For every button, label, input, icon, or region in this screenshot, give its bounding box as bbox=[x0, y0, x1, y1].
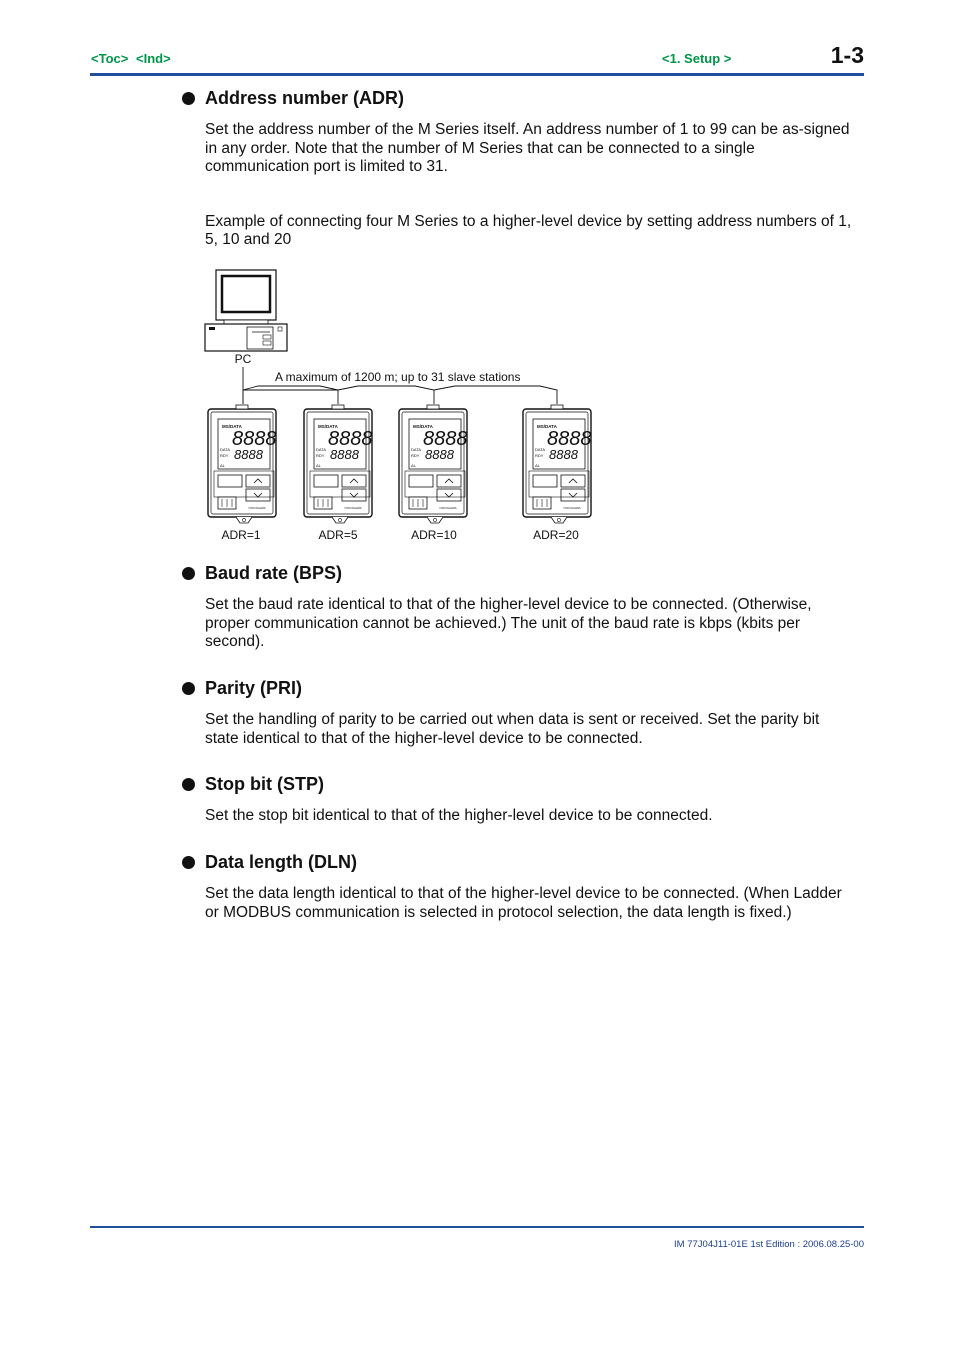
document-id: IM 77J04J11-01E 1st Edition : 2006.08.25-00 bbox=[674, 1239, 864, 1250]
svg-text:YOKOGAWA: YOKOGAWA bbox=[439, 506, 457, 510]
svg-text:MS/DATA: MS/DATA bbox=[318, 424, 338, 429]
header-rule bbox=[90, 73, 864, 76]
bullet-icon bbox=[182, 92, 195, 105]
svg-text:DATA: DATA bbox=[316, 447, 327, 452]
svg-text:8888: 8888 bbox=[330, 447, 359, 462]
svg-text:DATA: DATA bbox=[535, 447, 546, 452]
svg-text:8888: 8888 bbox=[425, 447, 454, 462]
address-label: ADR=1 bbox=[221, 528, 261, 542]
index-link[interactable]: <Ind> bbox=[136, 51, 171, 66]
bullet-icon bbox=[182, 778, 195, 791]
heading-text: Baud rate (BPS) bbox=[205, 563, 343, 583]
section-data-length bbox=[182, 852, 862, 922]
svg-text:8888: 8888 bbox=[547, 428, 592, 450]
svg-text:RDY: RDY bbox=[220, 453, 229, 458]
svg-text:AL: AL bbox=[220, 463, 225, 468]
svg-text:YOKOGAWA: YOKOGAWA bbox=[563, 506, 581, 510]
controller-unit bbox=[523, 405, 592, 523]
paragraph: Set the handling of parity to be carried out when data is sent or received. Set the parity bit state identical to that of the higher-level device to be connected. bbox=[205, 711, 820, 747]
chapter-link[interactable]: <1. Setup > bbox=[662, 51, 732, 66]
address-label: ADR=5 bbox=[318, 528, 358, 542]
svg-text:MS/DATA: MS/DATA bbox=[222, 424, 242, 429]
section-parity bbox=[182, 678, 862, 748]
svg-text:MS/DATA: MS/DATA bbox=[413, 424, 433, 429]
svg-text:8888: 8888 bbox=[232, 428, 277, 450]
section-stop-bit bbox=[182, 774, 862, 826]
page-number: 1-3 bbox=[830, 42, 864, 68]
svg-text:YOKOGAWA: YOKOGAWA bbox=[248, 506, 266, 510]
pc-label: PC bbox=[234, 352, 252, 366]
bus-label: A maximum of 1200 m; up to 31 slave stations bbox=[275, 370, 521, 384]
heading-text: Address number (ADR) bbox=[205, 88, 405, 108]
heading-text: Parity (PRI) bbox=[205, 678, 303, 698]
svg-text:AL: AL bbox=[411, 463, 416, 468]
bullet-icon bbox=[182, 856, 195, 869]
svg-text:8888: 8888 bbox=[328, 428, 373, 450]
heading-text: Stop bit (STP) bbox=[205, 774, 324, 794]
controller-unit bbox=[304, 405, 373, 523]
svg-text:RDY: RDY bbox=[535, 453, 544, 458]
svg-text:RDY: RDY bbox=[316, 453, 325, 458]
svg-text:DATA: DATA bbox=[220, 447, 231, 452]
address-label: ADR=20 bbox=[533, 528, 579, 542]
controller-unit bbox=[208, 405, 277, 523]
paragraph: Set the stop bit identical to that of the higher-level device to be connected. bbox=[205, 807, 713, 824]
section-heading bbox=[182, 88, 862, 109]
svg-text:MS/DATA: MS/DATA bbox=[537, 424, 557, 429]
svg-text:AL: AL bbox=[535, 463, 540, 468]
toc-link[interactable]: <Toc> bbox=[91, 51, 129, 66]
section-heading bbox=[182, 852, 862, 873]
bullet-icon bbox=[182, 567, 195, 580]
svg-text:RDY: RDY bbox=[411, 453, 420, 458]
section-baud-rate bbox=[182, 563, 862, 652]
address-label: ADR=10 bbox=[411, 528, 457, 542]
section-heading bbox=[182, 563, 862, 584]
pc-icon bbox=[205, 270, 287, 351]
svg-text:8888: 8888 bbox=[549, 447, 578, 462]
controller-unit bbox=[399, 405, 468, 523]
paragraph: Set the data length identical to that of the higher-level device to be connected. (When Ladder or MODBUS communication is selected in protocol selection, the data length is fixed.) bbox=[205, 885, 842, 921]
svg-text:DATA: DATA bbox=[411, 447, 422, 452]
section-address-number bbox=[182, 88, 862, 250]
section-heading bbox=[182, 774, 862, 795]
heading-text: Data length (DLN) bbox=[205, 852, 357, 872]
network-diagram bbox=[200, 262, 620, 552]
paragraph: Example of connecting four M Series to a higher-level device by setting address numbers of 1, 5, 10 and 20 bbox=[205, 212, 852, 248]
svg-text:YOKOGAWA: YOKOGAWA bbox=[344, 506, 362, 510]
svg-text:8888: 8888 bbox=[423, 428, 468, 450]
svg-text:AL: AL bbox=[316, 463, 321, 468]
section-heading bbox=[182, 678, 862, 699]
bullet-icon bbox=[182, 682, 195, 695]
footer-rule bbox=[90, 1226, 864, 1228]
svg-text:8888: 8888 bbox=[234, 447, 263, 462]
paragraph: Set the baud rate identical to that of the higher-level device to be connected. (Otherwise, proper communication cannot be achieved.) The unit of the baud rate is kbps (kbits per second). bbox=[205, 596, 812, 650]
paragraph: Set the address number of the M Series itself. An address number of 1 to 99 can be as-signed in any order. Note that the number of M Series that can be connected to a single communication port is limited to 31. bbox=[205, 121, 850, 175]
